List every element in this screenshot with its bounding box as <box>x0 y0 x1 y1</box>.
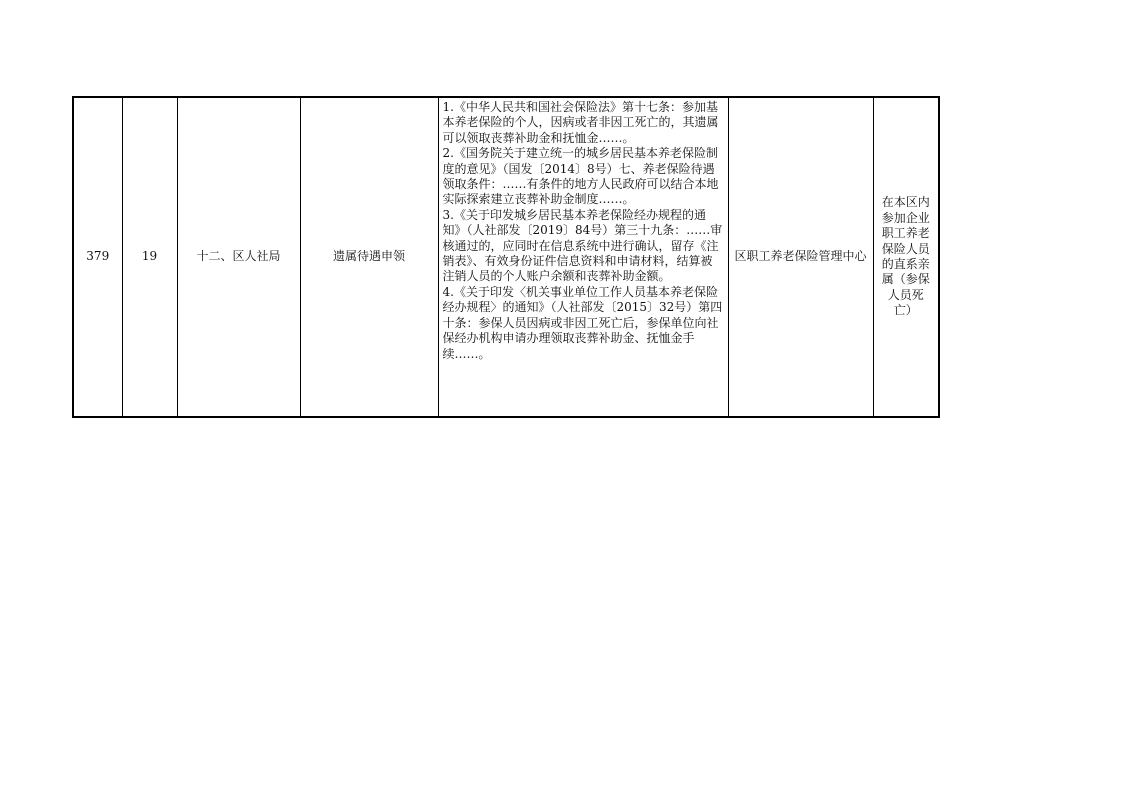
table-row <box>73 97 939 417</box>
serial-number-cell: 379 <box>73 97 122 417</box>
data-table <box>72 96 940 418</box>
sub-number-cell: 19 <box>122 97 177 417</box>
legal-basis-item-3: 3.《关于印发城乡居民基本养老保险经办规程的通知》（人社部发〔2019〕84号）第三十九条：……审核通过的，应同时在信息系统中进行确认，留存《注销表》、有效身份证件信息资料和申请材料，结算被注销人员的个人账户余额和丧葬补助金额。 <box>442 207 723 284</box>
legal-basis-item-1: 1.《中华人民共和国社会保险法》第十七条：参加基本养老保险的个人，因病或者非因工死亡的，其遗属可以领取丧葬补助金和抚恤金……。 <box>442 100 719 145</box>
department-cell: 十二、区人社局 <box>177 97 300 417</box>
legal-basis-item-4: 4.《关于印发〈机关事业单位工作人员基本养老保险经办规程〉的通知》（人社部发〔2015〕32号）第四十条：参保人员因病或非因工死亡后，参保单位向社保经办机构申请办理领取丧葬补助金、抚恤金手续……。 <box>442 284 723 361</box>
service-object-cell: 在本区内参加企业职工养老保险人员的直系亲属（参保人员死亡） <box>873 97 939 417</box>
item-name-cell: 遗属待遇申领 <box>300 97 438 417</box>
legal-basis-item-2: 2.《国务院关于建立统一的城乡居民基本养老保险制度的意见》（国发〔2014〕8号）七、养老保险待遇领取条件：……有条件的地方人民政府可以结合本地实际探索建立丧葬补助金制度……。 <box>442 146 719 207</box>
legal-basis-cell <box>438 97 728 417</box>
implementing-body-cell: 区职工养老保险管理中心 <box>728 97 873 417</box>
